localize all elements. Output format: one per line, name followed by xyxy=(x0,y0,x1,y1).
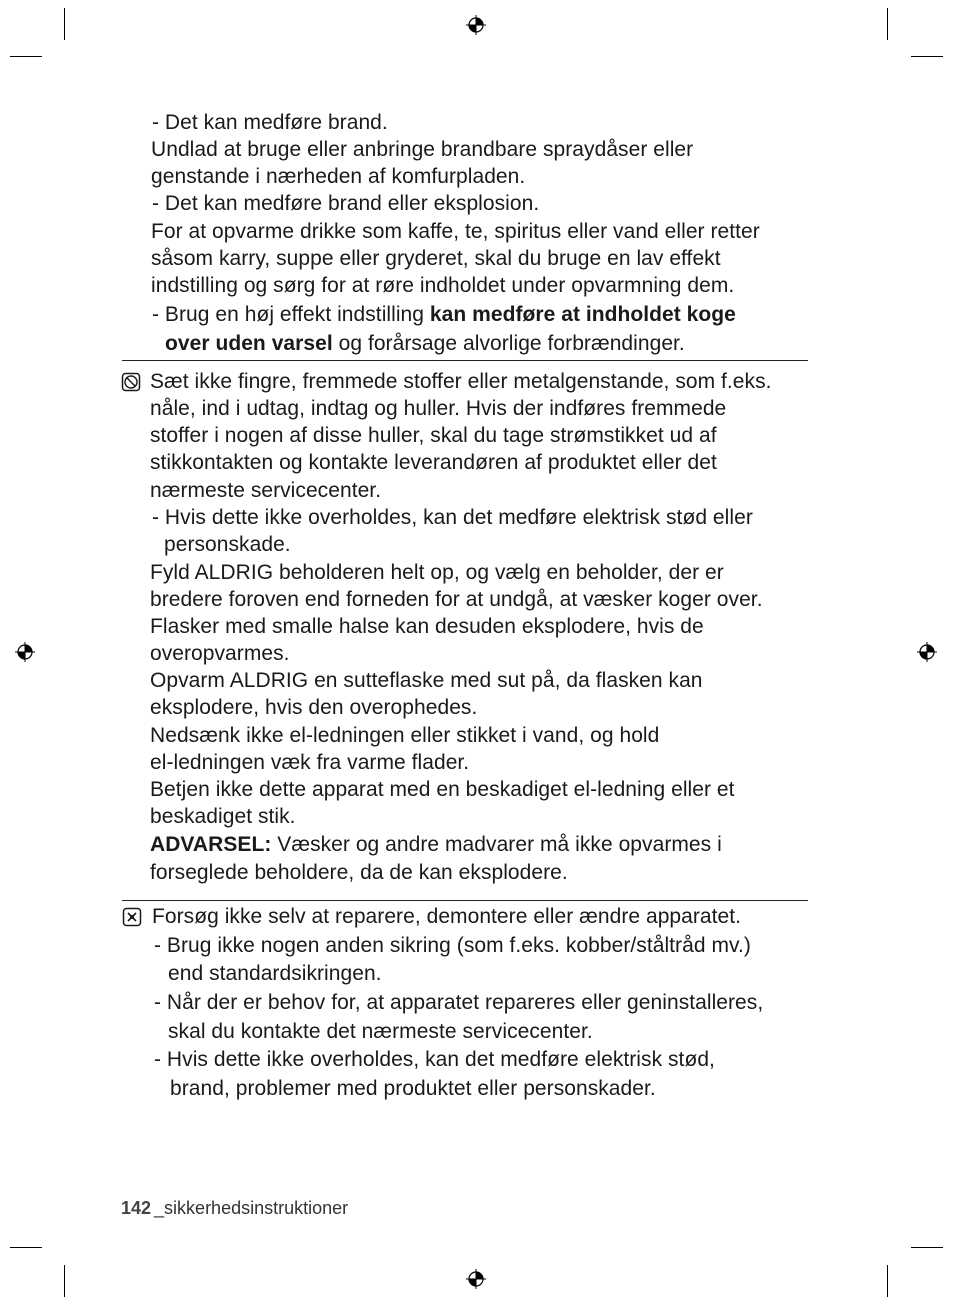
text-line: el-ledningen væk fra varme flader. xyxy=(150,751,470,774)
text-line: - Brug ikke nogen anden sikring (som f.eks. kobber/ståltråd mv.) xyxy=(154,934,751,957)
warning-line xyxy=(150,831,722,858)
section-divider xyxy=(122,900,808,901)
text-line: stoffer i nogen af disse huller, skal du tage strømstikket ud af xyxy=(150,424,717,447)
registration-mark-icon xyxy=(465,14,487,36)
text-line: forseglede beholdere, da de kan eksplodere. xyxy=(150,861,568,884)
text-line: overopvarmes. xyxy=(150,642,290,665)
crop-mark xyxy=(911,56,943,57)
text-line: Fyld ALDRIG beholderen helt op, og vælg en beholder, der er xyxy=(150,561,724,584)
text-span: - Brug en høj effekt indstilling xyxy=(152,303,430,326)
footer-section-name: _sikkerhedsinstruktioner xyxy=(154,1198,349,1218)
registration-mark-icon xyxy=(916,641,938,663)
text-line xyxy=(165,330,685,357)
section-divider xyxy=(122,360,808,361)
crop-mark xyxy=(64,1265,65,1297)
registration-mark-icon xyxy=(14,641,36,663)
crop-mark xyxy=(10,56,42,57)
text-line: beskadiget stik. xyxy=(150,805,296,828)
text-span: og forårsage alvorlige forbrændinger. xyxy=(332,332,685,355)
crop-mark xyxy=(10,1247,42,1248)
warning-label: ADVARSEL: xyxy=(150,833,272,856)
text-line: brand, problemer med produktet eller personskader. xyxy=(170,1077,656,1100)
do-not-disassemble-icon xyxy=(122,907,142,927)
crop-mark xyxy=(887,8,888,40)
bold-text: kan medføre at indholdet koge xyxy=(429,303,736,326)
page-number: 142 xyxy=(121,1198,152,1218)
text-line: nåle, ind i udtag, indtag og huller. Hvis der indføres fremmede xyxy=(150,397,727,420)
crop-mark xyxy=(911,1247,943,1248)
text-line: eksplodere, hvis den overophedes. xyxy=(150,696,478,719)
text-line: - Når der er behov for, at apparatet repareres eller geninstalleres, xyxy=(154,991,764,1014)
text-line: - Det kan medføre brand. xyxy=(152,111,388,134)
text-line: Opvarm ALDRIG en sutteflaske med sut på, da flasken kan xyxy=(150,669,703,692)
text-line: - Hvis dette ikke overholdes, kan det medføre elektrisk stød eller xyxy=(152,506,753,529)
text-line: - Det kan medføre brand eller eksplosion. xyxy=(152,192,540,215)
text-line: Undlad at bruge eller anbringe brandbare spraydåser eller xyxy=(151,138,694,161)
text-line: nærmeste servicecenter. xyxy=(150,479,382,502)
text-line xyxy=(152,301,736,328)
text-line: såsom karry, suppe eller gryderet, skal du bruge en lav effekt xyxy=(151,247,721,270)
text-line: bredere foroven end forneden for at undgå, at væsker koger over. xyxy=(150,588,763,611)
text-line: Sæt ikke fingre, fremmede stoffer eller metalgenstande, som f.eks. xyxy=(150,370,772,393)
registration-mark-icon xyxy=(465,1268,487,1290)
prohibition-icon xyxy=(121,372,141,392)
text-line: Forsøg ikke selv at reparere, demontere eller ændre apparatet. xyxy=(152,905,742,928)
text-line: Betjen ikke dette apparat med en beskadiget el-ledning eller et xyxy=(150,778,735,801)
text-line: Nedsænk ikke el-ledningen eller stikket i vand, og hold xyxy=(150,724,660,747)
crop-mark xyxy=(64,8,65,40)
page-footer xyxy=(121,1196,348,1220)
text-line: personskade. xyxy=(164,533,291,556)
text-line: genstande i nærheden af komfurpladen. xyxy=(151,165,526,188)
bold-text: over uden varsel xyxy=(165,332,333,355)
text-line: - Hvis dette ikke overholdes, kan det medføre elektrisk stød, xyxy=(154,1048,715,1071)
text-line: For at opvarme drikke som kaffe, te, spiritus eller vand eller retter xyxy=(151,220,760,243)
text-line: Flasker med smalle halse kan desuden eksplodere, hvis de xyxy=(150,615,704,638)
crop-mark xyxy=(887,1265,888,1297)
text-line: stikkontakten og kontakte leverandøren af produktet eller det xyxy=(150,451,717,474)
warning-text: Væsker og andre madvarer må ikke opvarmes i xyxy=(271,833,722,856)
text-line: skal du kontakte det nærmeste servicecenter. xyxy=(168,1020,593,1043)
text-line: end standardsikringen. xyxy=(168,962,382,985)
text-line: indstilling og sørg for at røre indholdet under opvarmning dem. xyxy=(151,274,735,297)
